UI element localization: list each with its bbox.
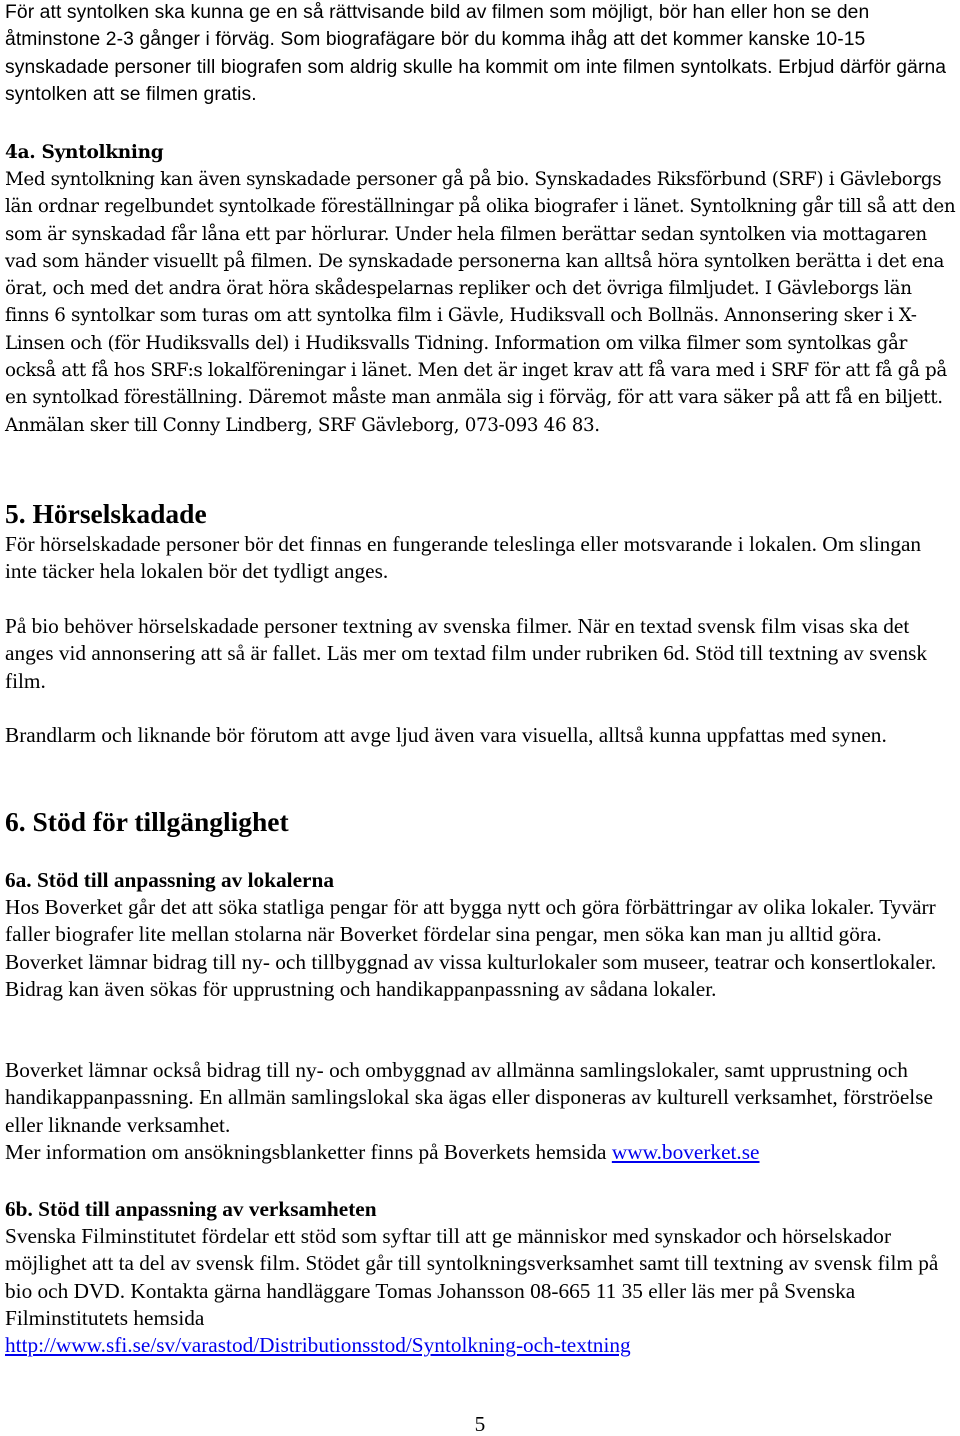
boverket-more-info-text: Mer information om ansökningsblanketter finns på Boverkets hemsida <box>5 1140 612 1164</box>
intro-paragraph: För att syntolken ska kunna ge en så rättvisande bild av filmen som möjligt, bör han eller hon se den åtminstone 2-3 gånger i förväg. Som biografägare bör du komma ihåg att det kommer kanske 10-15 synskadade personer till biografen som aldrig skulle ha kommit om inte filmen syntolkats. Erbjud därför gärna syntolken att se filmen gratis. <box>5 2 947 105</box>
page-number: 5 <box>474 1412 486 1436</box>
horselskadade-paragraph-2: På bio behöver hörselskadade personer textning av svenska filmer. När en textad svensk film visas ska det anges vid annonsering att så är fallet. Läs mer om textad film under rubriken 6d. Stöd till textning av svensk film. <box>5 614 928 693</box>
heading-6-stod-for-tillganglighet: 6. Stöd för tillgänglighet <box>5 806 289 837</box>
boverket-paragraph-2: Boverket lämnar också bidrag till ny- och ombyggnad av allmänna samlingslokaler, samt upprustning och handikappanpassning. En allmän samlingslokal ska ägas eller disponeras av kulturell verksamhet, förströelse eller liknande verksamhet. <box>5 1058 933 1137</box>
boverket-paragraph-1: Hos Boverket går det att söka statliga pengar för att bygga nytt och göra förbättringar av olika lokaler. Tyvärr faller biografer lite mellan stolarna när Boverket fördelar sina pengar, men söka kan man ju alltid göra. Boverket lämnar bidrag till ny- och tillbyggnad av vissa kulturlokaler som museer, teatrar och konsertlokaler. Bidrag kan även sökas för upprustning och handikappanpassning av sådana lokaler. <box>5 895 937 1001</box>
heading-5-horselskadade: 5. Hörselskadade <box>5 498 207 529</box>
horselskadade-paragraph-3: Brandlarm och liknande bör förutom att avge ljud även vara visuella, alltså kunna uppfattas med synen. <box>5 723 887 747</box>
sfi-link[interactable]: http://www.sfi.se/sv/varastod/Distributionsstod/Syntolkning-och-textning <box>5 1333 631 1358</box>
filminstitutet-text: Svenska Filminstitutet fördelar ett stöd som syftar till att ge människor med synskador och hörselskador möjlighet att ta del av svensk film. Stödet går till syntolkningsverksamhet samt till textning av svensk film på bio och DVD. Kontakta gärna handläggare Tomas Johansson 08-665 11 35 eller läs mer på Svenska Filminstitutets hemsida <box>5 1224 939 1330</box>
filminstitutet-paragraph <box>5 1223 956 1359</box>
heading-6a-anpassning-lokalerna: 6a. Stöd till anpassning av lokalerna <box>5 868 334 892</box>
horselskadade-paragraph-1: För hörselskadade personer bör det finnas en fungerande teleslinga eller motsvarande i lokalen. Om slingan inte täcker hela lokalen bör det tydligt anges. <box>5 532 922 584</box>
heading-6b-anpassning-verksamheten: 6b. Stöd till anpassning av verksamheten <box>5 1197 377 1221</box>
syntolkning-paragraph: Med syntolkning kan även synskadade personer gå på bio. Synskadades Riksförbund (SRF) i Gävleborgs län ordnar regelbundet syntolkade föreställningar på olika biografer i länet. Syntolkning går till så att den som är synskadad får låna ett par hörlurar. Under hela filmen berättar sedan syntolken via mottagaren vad som händer visuellt på filmen. De synskadade personerna kan alltså höra syntolken berätta i det ena örat, och med det andra örat höra skådespelarnas repliker och det övriga filmljudet. I Gävleborgs län finns 6 syntolkar som turas om att syntolka film i Gävle, Hudiksvall och Bollnäs. Annonsering sker i X-Linsen och (för Hudiksvalls del) i Hudiksvalls Tidning. Information om vilka filmer som syntolkas går också att få hos SRF:s lokalföreningar i länet. Men det är inget krav att få vara med i SRF för att få gå på en syntolkad föreställning. Däremot måste man anmäla sig i förväg, för att vara säker på att få en biljett. Anmälan sker till Conny Lindberg, SRF Gävleborg, 073-093 46 83. <box>5 169 956 436</box>
heading-4a-syntolkning: 4a. Syntolkning <box>5 142 164 163</box>
boverket-more-info <box>5 1139 956 1166</box>
boverket-link[interactable]: www.boverket.se <box>611 1140 760 1164</box>
